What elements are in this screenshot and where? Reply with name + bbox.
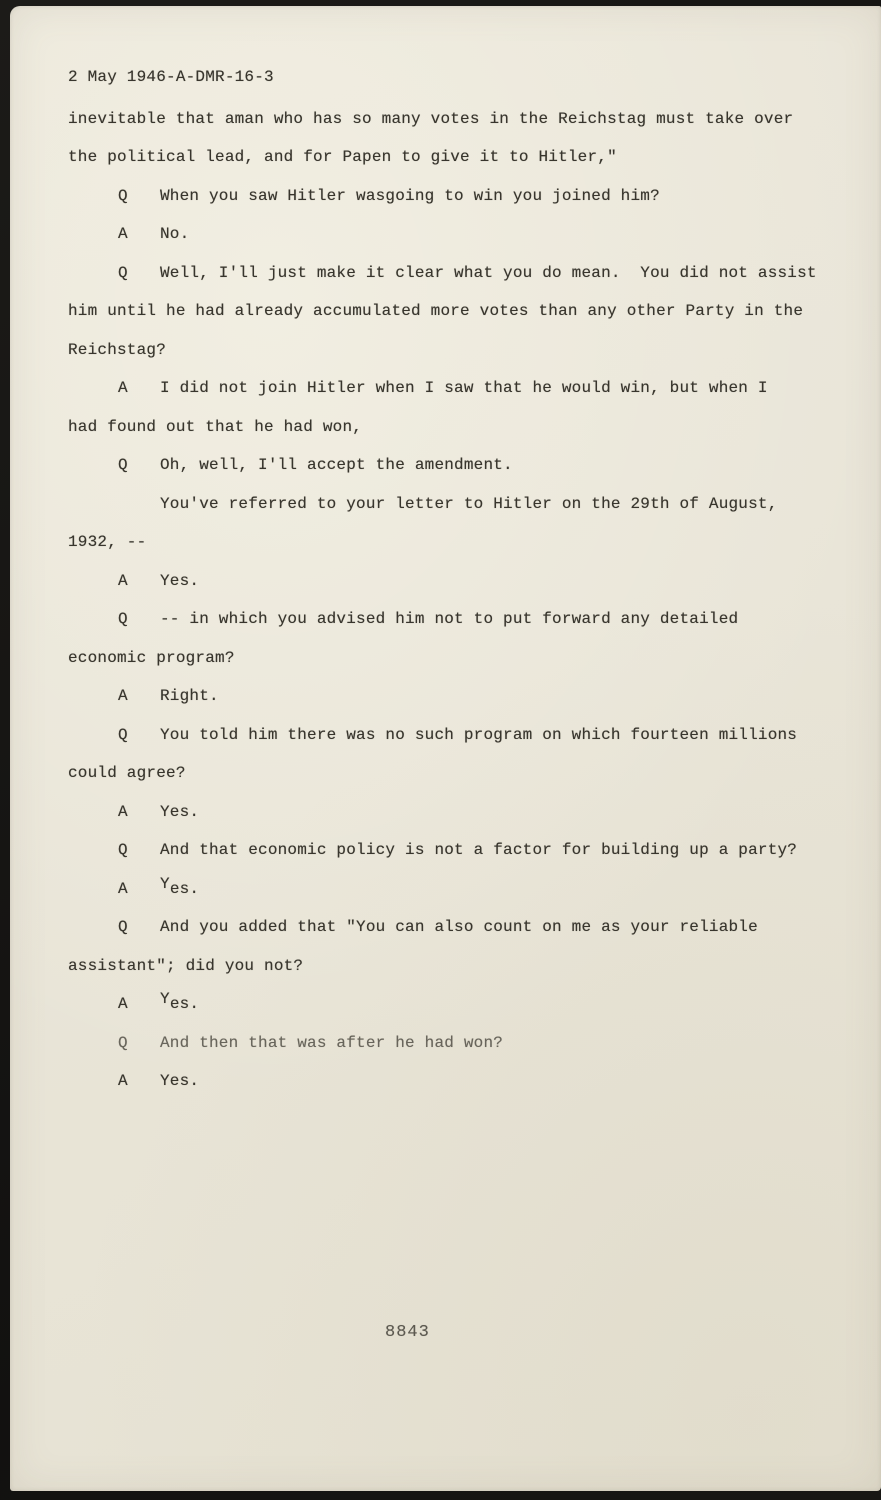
speaker-label: Q bbox=[118, 725, 128, 744]
question-line bbox=[68, 600, 853, 639]
speaker-label: A bbox=[118, 879, 128, 898]
question-line bbox=[68, 831, 853, 870]
speaker-label: Q bbox=[118, 456, 128, 474]
question-line bbox=[68, 177, 853, 216]
line-text: When you saw Hitler wasgoing to win you joined him? bbox=[160, 186, 660, 205]
speaker-label: A bbox=[118, 379, 128, 397]
line-text: I did not join Hitler when I saw that he would win, but when I bbox=[160, 379, 768, 397]
line-text: And that economic policy is not a factor for building up a party? bbox=[160, 841, 798, 859]
line-text: Yes. bbox=[160, 571, 200, 590]
speaker-label: Q bbox=[118, 841, 128, 859]
speaker-label: Q bbox=[118, 263, 128, 282]
transcript-line: inevitable that aman who has so many votes in the Reichstag must take over bbox=[68, 109, 794, 128]
line-text: And then that was after he had won? bbox=[160, 1033, 504, 1052]
line-text: Yes. bbox=[160, 874, 200, 898]
document-content bbox=[68, 58, 853, 1101]
speaker-label: A bbox=[118, 995, 128, 1013]
line-text: You told him there was no such program on which fourteen millions bbox=[160, 725, 798, 744]
line-text: Oh, well, I'll accept the amendment. bbox=[160, 456, 513, 474]
transcript-line: You've referred to your letter to Hitler on the 29th of August, bbox=[160, 494, 778, 513]
line-text: Yes. bbox=[160, 990, 200, 1013]
document-header: 2 May 1946-A-DMR-16-3 bbox=[68, 68, 274, 86]
speaker-label: A bbox=[118, 571, 128, 590]
question-line bbox=[68, 908, 853, 947]
speaker-label: A bbox=[118, 687, 128, 705]
transcript-line: the political lead, and for Papen to give it to Hitler," bbox=[68, 148, 617, 166]
answer-line bbox=[68, 1062, 853, 1101]
speaker-label: Q bbox=[118, 918, 128, 936]
answer-line bbox=[68, 215, 853, 254]
answer-line bbox=[68, 369, 853, 408]
page-number: 8843 bbox=[385, 1323, 430, 1342]
transcript bbox=[68, 100, 853, 1101]
transcript-line: economic program? bbox=[68, 648, 235, 667]
raised-letter: Y bbox=[160, 874, 170, 893]
speaker-label: A bbox=[118, 802, 128, 821]
transcript-line: 1932, -- bbox=[68, 533, 147, 551]
answer-line bbox=[68, 870, 853, 909]
answer-line bbox=[68, 793, 853, 832]
question-line bbox=[68, 446, 853, 485]
answer-line bbox=[68, 562, 853, 601]
document-page bbox=[10, 6, 881, 1491]
raised-letter: Y bbox=[160, 990, 170, 1008]
answer-line bbox=[68, 985, 853, 1024]
answer-line bbox=[68, 677, 853, 716]
line-text: No. bbox=[160, 225, 190, 243]
line-text: And you added that "You can also count on me as your reliable bbox=[160, 918, 758, 936]
line-text: Yes. bbox=[160, 802, 200, 821]
speaker-label: A bbox=[118, 225, 128, 243]
transcript-line: him until he had already accumulated more votes than any other Party in the bbox=[68, 302, 804, 320]
speaker-label: A bbox=[118, 1072, 128, 1090]
transcript-line: could agree? bbox=[68, 764, 186, 782]
line-text: Right. bbox=[160, 687, 219, 705]
question-line bbox=[68, 1024, 853, 1063]
line-text: Yes. bbox=[160, 1072, 200, 1090]
question-line bbox=[68, 254, 853, 293]
speaker-label: Q bbox=[118, 186, 128, 205]
question-line bbox=[68, 716, 853, 755]
line-text: -- in which you advised him not to put forward any detailed bbox=[160, 610, 739, 628]
speaker-label: Q bbox=[118, 1033, 128, 1052]
transcript-line: had found out that he had won, bbox=[68, 417, 363, 436]
transcript-line: Reichstag? bbox=[68, 340, 167, 359]
speaker-label: Q bbox=[118, 610, 128, 628]
line-text: Well, I'll just make it clear what you do mean. You did not assist bbox=[160, 263, 817, 282]
transcript-line: assistant"; did you not? bbox=[68, 956, 304, 975]
